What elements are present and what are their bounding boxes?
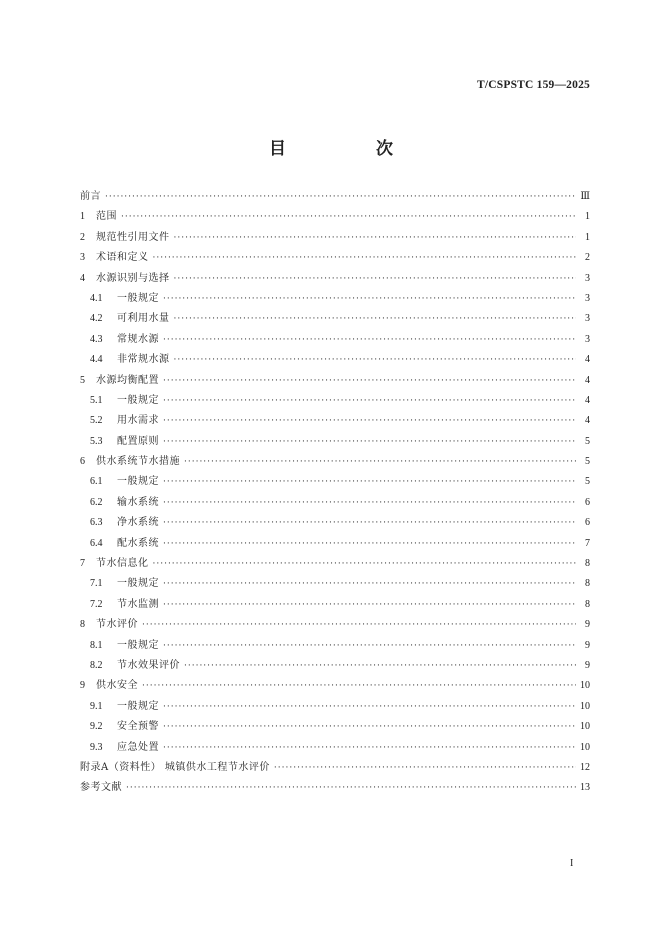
dot-leader — [163, 411, 576, 431]
toc-entry-label: 一般规定 — [117, 292, 159, 304]
toc-entry[interactable] — [80, 636, 590, 656]
dot-leader — [163, 717, 576, 737]
toc-entry-label: 净水系统 — [117, 517, 159, 529]
toc-entry[interactable] — [80, 778, 590, 798]
toc-entry-number: 4.4 — [90, 354, 103, 366]
toc-entry-number: 9 — [80, 680, 85, 692]
toc-entry-page: 4 — [585, 374, 590, 386]
toc-entry-number: 2 — [80, 231, 85, 243]
dot-leader — [163, 472, 576, 492]
dot-leader — [163, 371, 576, 391]
toc-entry-label: 用水需求 — [117, 415, 159, 427]
toc-entry[interactable] — [80, 472, 590, 492]
toc-entry-page: 4 — [585, 415, 590, 427]
toc-entry-label: 安全预警 — [117, 721, 159, 733]
toc-entry[interactable] — [80, 391, 590, 411]
toc-entry-page: 1 — [585, 231, 590, 243]
toc-entry-number: 5.1 — [90, 394, 103, 406]
toc-entry-number: 9.1 — [90, 700, 103, 712]
toc-entry-page: 6 — [585, 517, 590, 529]
toc-entry-number: 3 — [80, 252, 85, 264]
toc-entry[interactable] — [80, 452, 590, 472]
dot-leader — [163, 595, 576, 615]
toc-entry-label: 配置原则 — [117, 435, 159, 447]
toc-entry-label: 范围 — [96, 211, 117, 223]
toc-entry-page: 3 — [585, 272, 590, 284]
toc-entry-number: 4 — [80, 272, 85, 284]
toc-entry-label: 参考文献 — [80, 782, 122, 794]
toc-entry-number: 6.2 — [90, 496, 103, 508]
dot-leader — [163, 738, 576, 758]
toc-entry-label: 配水系统 — [117, 537, 159, 549]
toc-entry[interactable] — [80, 309, 590, 329]
toc-entry-label: 附录A（资料性） 城镇供水工程节水评价 — [80, 761, 270, 773]
dot-leader — [174, 350, 577, 370]
toc-entry-label: 规范性引用文件 — [96, 231, 170, 243]
toc-entry[interactable] — [80, 738, 590, 758]
toc-entry-page: 8 — [585, 558, 590, 570]
toc-entry[interactable] — [80, 676, 590, 696]
toc-entry[interactable] — [80, 574, 590, 594]
toc-entry-label: 节水效果评价 — [117, 659, 180, 671]
toc-entry[interactable] — [80, 269, 590, 289]
dot-leader — [105, 187, 576, 207]
toc-entry[interactable] — [80, 207, 590, 227]
toc-entry-page: 6 — [585, 496, 590, 508]
toc-entry-number: 6.3 — [90, 517, 103, 529]
dot-leader — [274, 758, 576, 778]
toc-entry-number: 7 — [80, 558, 85, 570]
toc-entry-page: 2 — [585, 252, 590, 264]
toc-entry-page: 10 — [580, 741, 590, 753]
toc-entry-label: 节水信息化 — [96, 558, 149, 570]
dot-leader — [163, 574, 576, 594]
toc-entry-label: 一般规定 — [117, 578, 159, 590]
toc-entry-number: 7.1 — [90, 578, 103, 590]
dot-leader — [174, 309, 577, 329]
toc-entry-page: 5 — [585, 456, 590, 468]
dot-leader — [163, 534, 576, 554]
toc-entry-page: 10 — [580, 700, 590, 712]
dot-leader — [163, 493, 576, 513]
table-of-contents — [80, 187, 590, 799]
toc-entry-page: 9 — [585, 659, 590, 671]
toc-entry-page: Ⅲ — [580, 191, 590, 202]
toc-entry-label: 供水安全 — [96, 680, 138, 692]
toc-entry-page: 9 — [585, 619, 590, 631]
toc-entry-label: 水源识别与选择 — [96, 272, 170, 284]
toc-entry[interactable] — [80, 493, 590, 513]
toc-entry-number: 5.3 — [90, 435, 103, 447]
toc-entry-number: 8.1 — [90, 639, 103, 651]
toc-entry[interactable] — [80, 758, 590, 778]
toc-entry-label: 水源均衡配置 — [96, 374, 159, 386]
toc-entry-page: 12 — [580, 761, 590, 773]
page-number: I — [570, 858, 574, 869]
toc-entry-page: 5 — [585, 435, 590, 447]
dot-leader — [163, 697, 576, 717]
toc-entry-page: 7 — [585, 537, 590, 549]
dot-leader — [163, 636, 576, 656]
toc-entry-number: 6.4 — [90, 537, 103, 549]
toc-entry-page: 3 — [585, 313, 590, 325]
toc-entry-label: 一般规定 — [117, 639, 159, 651]
toc-entry-page: 4 — [585, 394, 590, 406]
dot-leader — [153, 554, 577, 574]
dot-leader — [153, 248, 577, 268]
toc-entry[interactable] — [80, 350, 590, 370]
dot-leader — [174, 269, 577, 289]
toc-entry-number: 6.1 — [90, 476, 103, 488]
toc-entry-page: 3 — [585, 333, 590, 345]
toc-entry-label: 节水监测 — [117, 598, 159, 610]
toc-entry-label: 供水系统节水措施 — [96, 456, 180, 468]
toc-entry-page: 1 — [585, 211, 590, 223]
toc-entry-page: 9 — [585, 639, 590, 651]
dot-leader — [142, 676, 576, 696]
toc-entry-page: 4 — [585, 354, 590, 366]
toc-entry-label: 应急处置 — [117, 741, 159, 753]
toc-entry[interactable] — [80, 534, 590, 554]
toc-entry-number: 6 — [80, 456, 85, 468]
toc-entry[interactable] — [80, 513, 590, 533]
toc-entry[interactable] — [80, 187, 590, 207]
toc-entry-page: 10 — [580, 721, 590, 733]
toc-entry[interactable] — [80, 411, 590, 431]
toc-entry[interactable] — [80, 248, 590, 268]
toc-entry-label: 可利用水量 — [117, 313, 170, 325]
toc-entry-number: 5.2 — [90, 415, 103, 427]
dot-leader — [163, 289, 576, 309]
toc-entry[interactable] — [80, 615, 590, 635]
standard-code: T/CSPSTC 159—2025 — [477, 79, 590, 91]
dot-leader — [163, 432, 576, 452]
toc-entry[interactable] — [80, 656, 590, 676]
toc-entry-label: 非常规水源 — [117, 354, 170, 366]
dot-leader — [174, 228, 577, 248]
page-title: 目 次 — [269, 139, 435, 159]
dot-leader — [184, 656, 576, 676]
toc-entry[interactable] — [80, 717, 590, 737]
dot-leader — [142, 615, 576, 635]
toc-entry[interactable] — [80, 371, 590, 391]
toc-entry-page: 8 — [585, 598, 590, 610]
toc-entry-page: 10 — [580, 680, 590, 692]
toc-entry-label: 一般规定 — [117, 700, 159, 712]
toc-entry-number: 1 — [80, 211, 85, 223]
toc-entry-page: 13 — [580, 782, 590, 794]
toc-entry-number: 4.3 — [90, 333, 103, 345]
toc-entry-number: 5 — [80, 374, 85, 386]
toc-entry-number: 8.2 — [90, 659, 103, 671]
toc-entry-label: 一般规定 — [117, 476, 159, 488]
toc-entry-number: 9.3 — [90, 741, 103, 753]
toc-entry-number: 9.2 — [90, 721, 103, 733]
toc-entry-label: 术语和定义 — [96, 252, 149, 264]
toc-entry-label: 一般规定 — [117, 394, 159, 406]
toc-entry[interactable] — [80, 595, 590, 615]
toc-entry-number: 7.2 — [90, 598, 103, 610]
toc-entry[interactable] — [80, 697, 590, 717]
toc-entry-label: 节水评价 — [96, 619, 138, 631]
dot-leader — [163, 513, 576, 533]
dot-leader — [163, 330, 576, 350]
toc-entry-label: 输水系统 — [117, 496, 159, 508]
toc-entry[interactable] — [80, 432, 590, 452]
toc-entry-label: 前言 — [80, 191, 101, 202]
toc-entry[interactable] — [80, 289, 590, 309]
toc-entry[interactable] — [80, 330, 590, 350]
toc-entry[interactable] — [80, 554, 590, 574]
toc-entry-page: 5 — [585, 476, 590, 488]
toc-entry-label: 常规水源 — [117, 333, 159, 345]
toc-entry-number: 4.2 — [90, 313, 103, 325]
dot-leader — [121, 207, 576, 227]
dot-leader — [184, 452, 576, 472]
toc-entry-number: 4.1 — [90, 292, 103, 304]
toc-entry-page: 8 — [585, 578, 590, 590]
toc-entry-page: 3 — [585, 292, 590, 304]
dot-leader — [163, 391, 576, 411]
toc-entry[interactable] — [80, 228, 590, 248]
toc-entry-number: 8 — [80, 619, 85, 631]
dot-leader — [126, 778, 576, 798]
